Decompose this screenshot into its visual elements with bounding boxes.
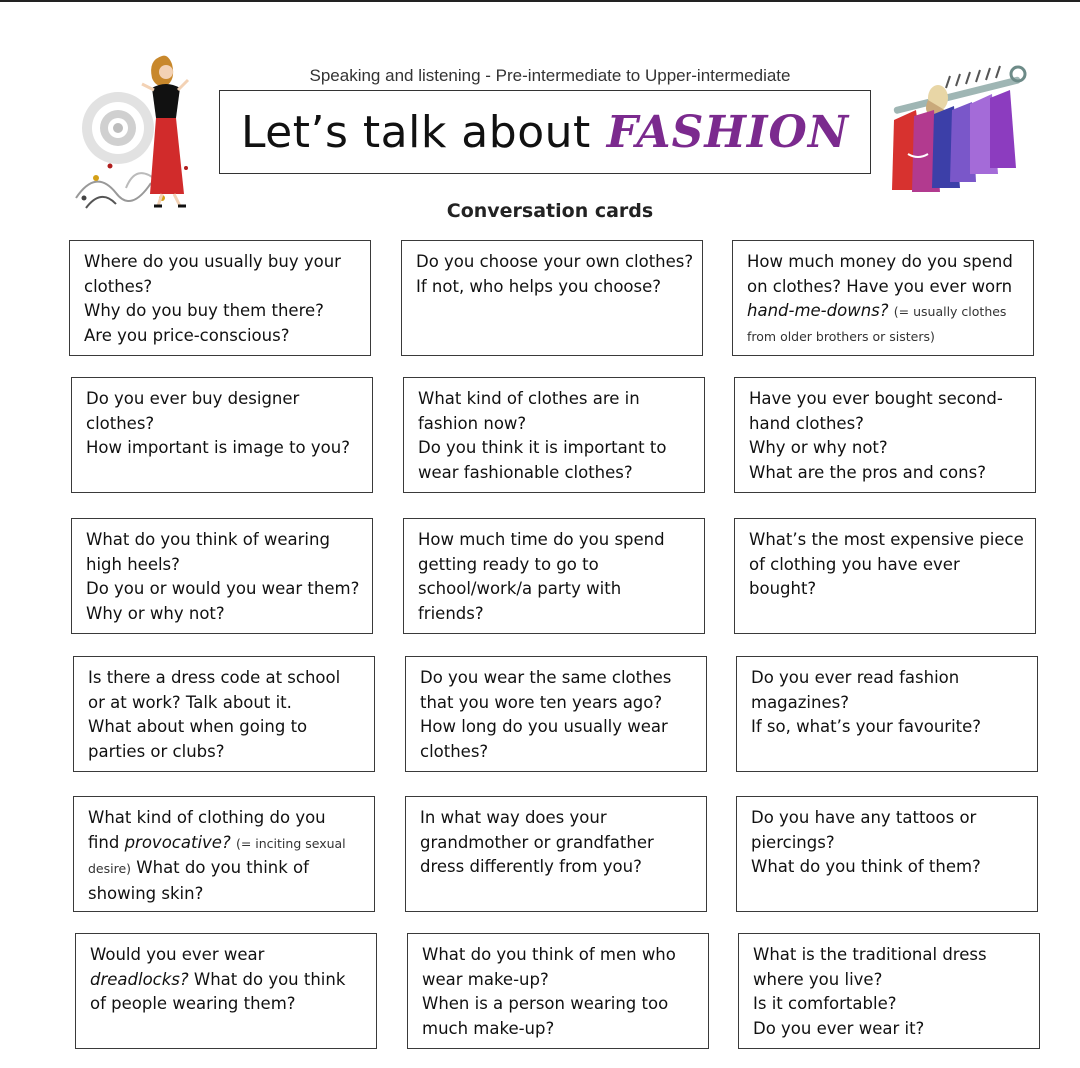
- card-line: What kind of clothing do you: [88, 808, 326, 827]
- conversation-card: [405, 656, 707, 772]
- card-line: How much money do you spend: [747, 252, 1013, 271]
- card-text: What do you think: [193, 969, 346, 989]
- card-term: dreadlocks?: [90, 969, 189, 989]
- conversation-card: [75, 933, 377, 1049]
- card-line: Would you ever wear: [90, 945, 265, 964]
- card-line: fashion now?: [418, 413, 527, 433]
- card-line: Is it comfortable?: [753, 994, 897, 1013]
- card-line: Is there a dress code at school: [88, 668, 341, 687]
- card-line: grandmother or grandfather: [420, 832, 654, 852]
- card-line: If not, who helps you choose?: [416, 276, 662, 296]
- card-line: Why do you buy them there?: [84, 301, 324, 320]
- card-line: Have you ever bought second-: [749, 389, 1003, 408]
- conversation-card: [738, 933, 1040, 1049]
- card-line: Do you think it is important to: [418, 438, 667, 457]
- conversation-card: [736, 656, 1038, 772]
- subtitle: Speaking and listening - Pre-intermediate to Upper-intermediate: [309, 66, 791, 85]
- card-line: bought?: [749, 579, 817, 598]
- card-line: Are you price-conscious?: [84, 325, 290, 345]
- card-note: desire): [88, 861, 132, 876]
- conversation-card: [734, 377, 1036, 493]
- card-text: What do you think of: [136, 858, 309, 877]
- card-line: clothes?: [86, 413, 155, 433]
- card-line: magazines?: [751, 692, 849, 712]
- card-line: or at work? Talk about it.: [88, 692, 292, 712]
- card-line: Why or why not?: [749, 438, 888, 457]
- card-line: on clothes? Have you ever worn: [747, 276, 1013, 296]
- card-line: Do you wear the same clothes: [420, 668, 672, 687]
- card-line: How long do you usually wear: [420, 717, 668, 736]
- card-line: friends?: [418, 603, 484, 623]
- title-box: [219, 90, 871, 174]
- card-line: wear fashionable clothes?: [418, 462, 633, 482]
- clothes-rack-illustration: [886, 58, 1028, 198]
- card-note: (= inciting sexual: [235, 835, 346, 851]
- card-line: What kind of clothes are in: [418, 389, 640, 408]
- conversation-card: [73, 796, 375, 912]
- card-line: How much time do you spend: [418, 530, 665, 549]
- card-line: clothes?: [84, 276, 153, 296]
- card-term: provocative?: [124, 832, 231, 852]
- card-line: that you wore ten years ago?: [420, 692, 663, 712]
- conversation-card: [71, 377, 373, 493]
- card-line: What do you think of wearing: [86, 530, 330, 549]
- card-line: How important is image to you?: [86, 438, 350, 457]
- conversation-card: [732, 240, 1034, 356]
- card-line: dress differently from you?: [420, 857, 642, 876]
- card-line: Do you ever read fashion: [751, 668, 960, 687]
- card-line: In what way does your: [420, 808, 607, 827]
- card-line: school/work/a party with: [418, 579, 622, 598]
- fashion-woman-illustration: [66, 48, 206, 212]
- card-line: What about when going to: [88, 717, 308, 736]
- card-line: piercings?: [751, 832, 835, 852]
- card-line: [90, 968, 364, 993]
- card-line: [747, 299, 1021, 325]
- card-line: of people wearing them?: [90, 994, 296, 1013]
- card-line: What do you think of them?: [751, 857, 981, 876]
- card-line: Why or why not?: [86, 603, 225, 623]
- card-line: Do you have any tattoos or: [751, 808, 977, 827]
- conversation-card: [403, 377, 705, 493]
- card-line: When is a person wearing too: [422, 994, 669, 1013]
- card-line: What is the traditional dress: [753, 945, 987, 964]
- conversation-card: [401, 240, 703, 356]
- card-line: Do you choose your own clothes?: [416, 252, 694, 271]
- page-title: Let’s talk about: [240, 106, 591, 158]
- card-line: where you live?: [753, 969, 883, 989]
- card-term: hand-me-downs?: [747, 301, 889, 320]
- card-line: Where do you usually buy your: [84, 252, 341, 271]
- card-line: [88, 831, 362, 857]
- conversation-card: [73, 656, 375, 772]
- card-line: Do you ever buy designer: [86, 389, 300, 408]
- section-title: Conversation cards: [446, 200, 654, 222]
- conversation-card: [69, 240, 371, 356]
- card-line: What’s the most expensive piece: [749, 530, 1024, 549]
- top-rule: [0, 0, 1080, 2]
- card-line: [88, 856, 362, 882]
- conversation-card: [71, 518, 373, 634]
- card-line: If so, what’s your favourite?: [751, 717, 982, 736]
- conversation-card: [405, 796, 707, 912]
- card-line: wear make-up?: [422, 969, 549, 989]
- card-line: hand clothes?: [749, 413, 864, 433]
- conversation-card: [734, 518, 1036, 634]
- conversation-card: [407, 933, 709, 1049]
- card-line: Do you ever wear it?: [753, 1018, 925, 1038]
- card-line: What are the pros and cons?: [749, 462, 986, 482]
- card-line: clothes?: [420, 741, 489, 761]
- conversation-card: [736, 796, 1038, 912]
- card-line: What do you think of men who: [422, 945, 676, 964]
- card-line: getting ready to go to: [418, 554, 599, 574]
- card-note: (= usually clothes: [893, 304, 1007, 319]
- page-title-accent: FASHION: [606, 106, 850, 158]
- card-line: much make-up?: [422, 1018, 555, 1038]
- card-line: high heels?: [86, 554, 180, 574]
- card-note: from older brothers or sisters): [747, 328, 935, 344]
- card-line: of clothing you have ever: [749, 554, 960, 574]
- card-line: parties or clubs?: [88, 741, 225, 761]
- conversation-card: [403, 518, 705, 634]
- card-text: find: [88, 832, 120, 852]
- card-line: showing skin?: [88, 883, 204, 903]
- card-line: Do you or would you wear them?: [86, 579, 360, 598]
